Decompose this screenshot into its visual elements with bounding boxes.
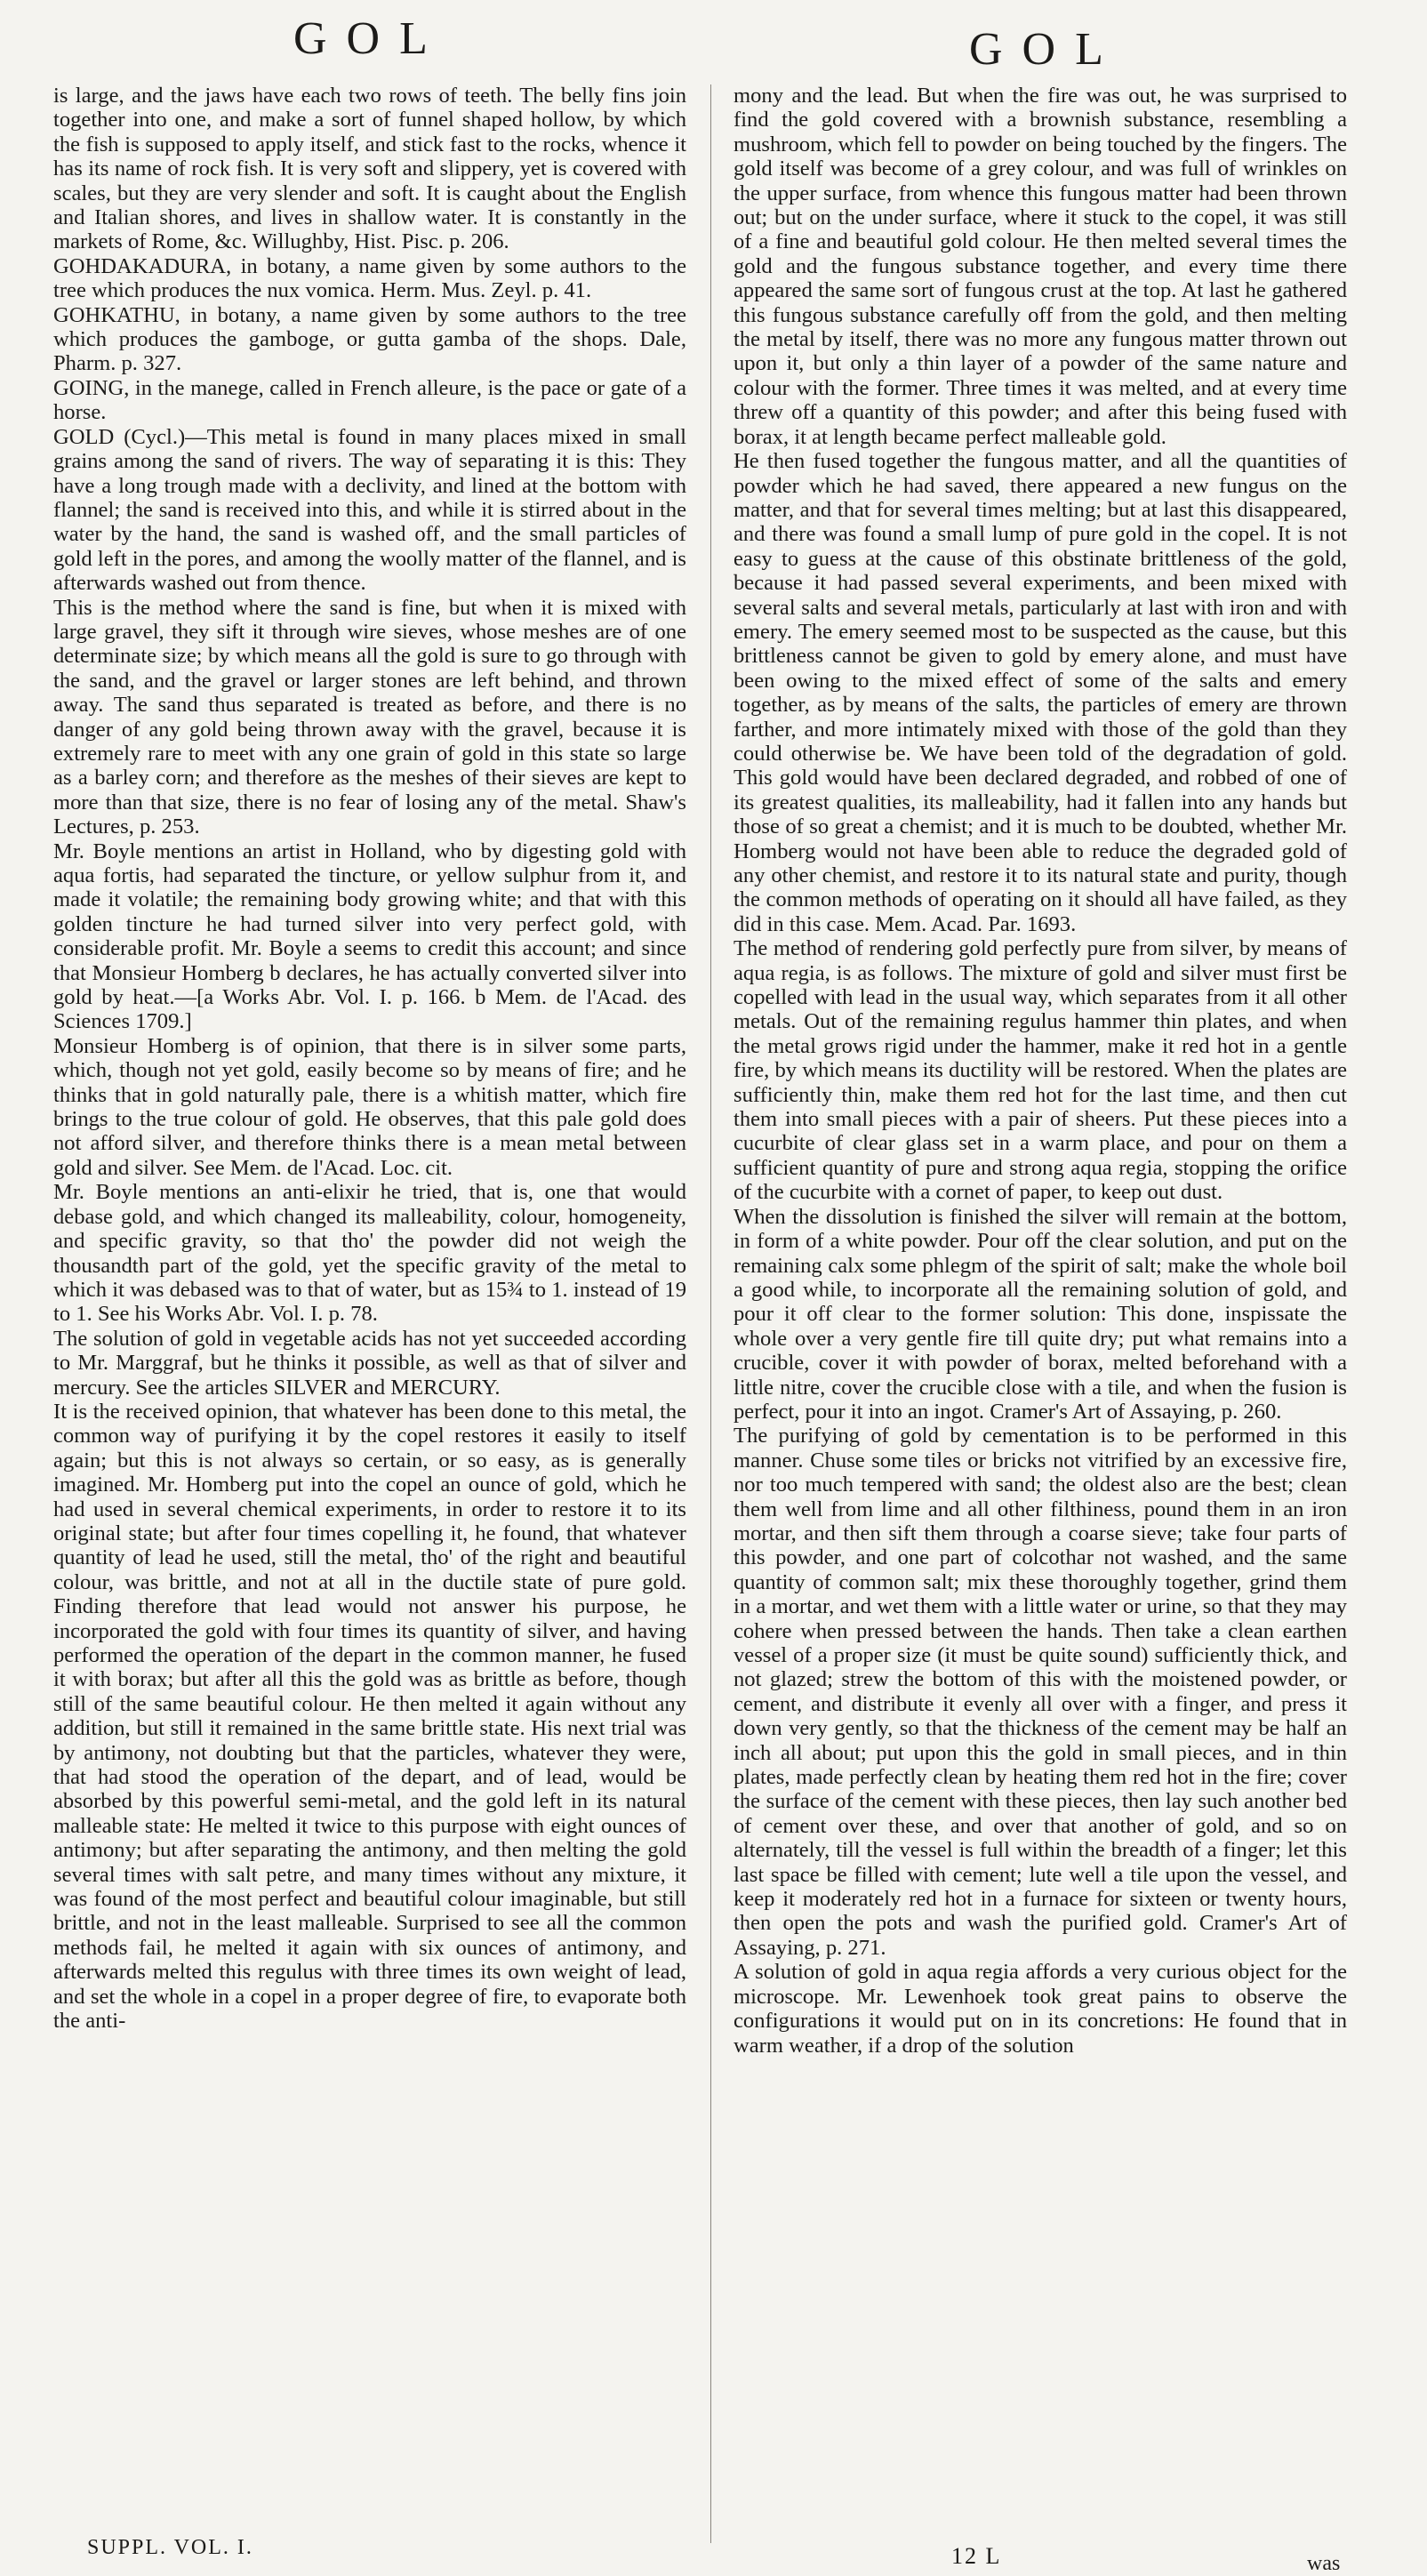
running-head-left: GOL [293, 13, 447, 64]
paragraph-dissolution: When the dissolution is finished the silver will remain at the bottom, in form of a white powder. Pour off the clear solution, and put on the remaining calx some phlegm of the spirit of salt; make the whole boil a good while, to incorporate all the remaining solution of gold, and pour it off clear to the former solution: This done, inspissate the whole over a very gentle fire till quite dry; put what remains into a crucible, cover it with powder of borax, melted beforehand with a little nitre, cover the crucible close with a tile, and when the fusion is perfect, pour it into an ingot. Cramer's Art of Assaying, p. 260. [734, 1204, 1347, 1424]
entry-gold: GOLD (Cycl.)—This metal is found in many places mixed in small grains among the sand of rivers. The way of separating it is this: They have a long trough made with a declivity, and lined at the bottom with flannel; the sand is received into this, and while it is stirred about in the water by the hand, the sand is washed off, and the small particles of gold left in the pores, and among the woolly matter of the flannel, and is afterwards washed out from thence. [53, 424, 686, 596]
entry-gohkathu: GOHKATHU, in botany, a name given by some authors to the tree which produces the gamboge, or gutta gamba of the shops. Dale, Pharm. p. 327. [53, 302, 686, 376]
paragraph-boyle-artist: Mr. Boyle mentions an artist in Holland, who by digesting gold with aqua fortis, had separated the tincture, or yellow sulphur from it, and made it volatile; the remaining body growing white; and that with this golden tincture he had turned silver into very perfect gold, with considerable profit. Mr. Boyle a seems to credit this account; and since that Monsieur Homberg b declares, he has actually converted silver into gold by heat.—[a Works Abr. Vol. I. p. 166. b Mem. de l'Acad. des Sciences 1709.] [53, 839, 686, 1034]
running-head-right: GOL [969, 24, 1123, 75]
paragraph-gravel-method: This is the method where the sand is fine, but when it is mixed with large gravel, they sift it through wire sieves, whose meshes are of one determinate size; by which means all the gold is sure to go through with the sand, and the gravel or larger stones are left behind, and thrown away. The sand thus separated is treated as before, and there is no danger of any gold being thrown away with the gravel, because it is extremely rare to meet with any one grain of gold in this state so large as a barley corn; and therefore as the meshes of their sieves are kept to more than that size, there is no fear of losing any of the metal. Shaw's Lectures, p. 253. [53, 595, 686, 839]
paragraph-microscope: A solution of gold in aqua regia affords a very curious object for the microscope. Mr. Lewenhoek took great pains to observe the configurations it would put on in its concretions: He found that in warm weather, if a drop of the solution [734, 1960, 1347, 2058]
paragraph-vegetable-acids: The solution of gold in vegetable acids has not yet succeeded according to Mr. Marggraf, but he thinks it possible, as well as that of silver and mercury. See the articles SILVER and MERCURY. [53, 1326, 686, 1400]
entry-going: GOING, in the manege, called in French alleure, is the pace or gate of a horse. [53, 375, 686, 425]
catchword: was [1307, 2552, 1341, 2575]
signature-mark: 12 L [951, 2543, 1002, 2569]
paragraph-fungous-crust: mony and the lead. But when the fire was out, he was surprised to find the gold covered with a brownish substance, resembling a mushroom, which fell to powder on being touched by the fingers. The gold itself was become of a grey colour, and was full of wrinkles on the upper surface, from whence this fungous matter had been thrown out; but on the under surface, where it stuck to the copel, it was still of a fine and beautiful gold colour. He then melted several times the gold and the fungous substance together, and every time there appeared the same sort of fungous crust at the top. At last he gathered this fungous substance carefully off from the gold, and then melting the metal by itself, there was no more any fungous matter thrown out upon it, but only a thin layer of a powder of the same nature and colour with the former. Three times it was melted, and at every time threw off a quantity of this powder; and after this being fused with borax, it at length became perfect malleable gold. [734, 84, 1347, 449]
paragraph-anti-elixir: Mr. Boyle mentions an anti-elixir he tried, that is, one that would debase gold, and which changed its malleability, colour, homogeneity, and specific gravity, so that tho' the powder did not weigh the thousandth part of the gold, yet the specific gravity of the metal to which it was debased was to that of water, but as 15¾ to 1. instead of 19 to 1. See his Works Abr. Vol. I. p. 78. [53, 1180, 686, 1327]
entry-gohdakadura: GOHDAKADURA, in botany, a name given by some authors to the tree which produces the nux vomica. Herm. Mus. Zeyl. p. 41. [53, 253, 686, 303]
paragraph-homberg-opinion: Monsieur Homberg is of opinion, that there is in silver some parts, which, though not yet gold, easily become so by means of fire; and he thinks that in gold naturally pale, there is a whitish matter, which fire brings to the true colour of gold. He observes, that this pale gold does not afford silver, and therefore thinks there is a mean metal between gold and silver. See Mem. de l'Acad. Loc. cit. [53, 1033, 686, 1180]
paragraph-aqua-regia-method: The method of rendering gold perfectly pure from silver, by means of aqua regia, is as follows. The mixture of gold and silver must first be copelled with lead in the usual way, which separates from it all other metals. Out of the remaining regulus hammer thin plates, and when the metal grows rigid under the hammer, make it red hot in a gentle fire, by which means its ductility will be restored. When the plates are sufficiently thin, make them red hot for the last time, and then cut them into small pieces with a pair of sheers. Put these pieces into a cucurbite of clear glass set in a warm place, and pour on them a sufficient quantity of pure and strong aqua regia, stopping the orifice of the cucurbite with a cornet of paper, to keep out dust. [734, 936, 1347, 1205]
left-column [53, 84, 686, 2034]
column-divider [710, 84, 711, 2543]
signature-left: SUPPL. VOL. I. [87, 2536, 253, 2559]
paragraph-cementation: The purifying of gold by cementation is to be performed in this manner. Chuse some tiles or bricks not vitrified by an excessive fire, nor too much tempered with sand; the oldest also are the best; clean them well from lime and all other filthiness, pound them in an iron mortar, and then sift them through a coarse sieve; take four parts of this powder, and one part of colcothar not washed, and the same quantity of common salt; mix these thoroughly together, grind them in a mortar, and wet them with a little water or urine, so that they may cohere when pressed between the hands. Then take a clean earthen vessel of a proper size (it must be quite sound) sufficiently thick, and not glazed; strew the bottom of this with the moistened powder, or cement, and distribute it evenly all over with a finger, and press it down very gently, so that the thickness of the cement may be half an inch all about; put upon this the gold in small pieces, and in thin plates, made perfectly clean by heating them red hot in the fire; cover the surface of the cement with these pieces, then lay such another bed of cement over these, and over that another of gold, and so on alternately, till the vessel is full within the breadth of a finger; let this last space be filled with cement; lute well a tile upon the vessel, and keep it moderately red hot in a furnace for sixteen or twenty hours, then open the pots and wash the purified gold. Cramer's Art of Assaying, p. 271. [734, 1424, 1347, 1960]
paragraph-brittleness: He then fused together the fungous matter, and all the quantities of powder which he had saved, there appeared a new fungus on the matter, and that for several times melting; but at last this disappeared, and there was found a small lump of pure gold in the copel. It is not easy to guess at the cause of this obstinate brittleness of the gold, because it had passed several experiments, and been mixed with several salts and several metals, particularly at last with iron and with emery. The emery seemed most to be suspected as the cause, but this brittleness cannot be given to gold by emery alone, and must have been owing to the mixed effect of some of the salts and emery together, as by means of the salts, the particles of emery are thrown farther, and more intimately mixed with those of the gold than they could otherwise be. We have been told of the degradation of gold. This gold would have been declared degraded, and robbed of one of its greatest qualities, its malleability, had it fallen into any hands but those of so great a chemist; and it is much to be doubted, whether Mr. Homberg would not have been able to reduce the degraded gold of any other chemist, and restore it to its natural state and purity, though the common methods of operating on it should all have failed, as they did in this case. Mem. Acad. Par. 1693. [734, 449, 1347, 936]
right-column [734, 84, 1347, 2058]
paragraph-rock-fish: is large, and the jaws have each two rows of teeth. The belly fins join together into one, and make a sort of funnel shaped hollow, by which the fish is supposed to apply itself, and stick fast to the rocks, whence it has its name of rock fish. It is very soft and slippery, yet is covered with scales, but they are very slender and soft. It is caught about the English and Italian shores, and lives in shallow water. It is constantly in the markets of Rome, &c. Willughby, Hist. Pisc. p. 206. [53, 84, 686, 254]
paragraph-copel-purifying: It is the received opinion, that whatever has been done to this metal, the common way of purifying it by the copel restores it easily to itself again; but this is not always so certain, or so easy, as is generally imagined. Mr. Homberg put into the copel an ounce of gold, which he had used in several chemical experiments, in order to restore it to its original state; but after four times copelling it, he found, that whatever quantity of lead he used, still the metal, tho' of the right and beautiful colour, was brittle, and not at all in the ductile state of pure gold. Finding therefore that lead would not answer his purpose, he incorporated the gold with four times its quantity of silver, and having performed the operation of the depart in the common manner, he fused it with borax; but after all this the gold was as brittle as before, though still of the same beautiful colour. He then melted it again without any addition, but still it remained in the same brittle state. His next trial was by antimony, not doubting but that the particles, whatever they were, that had stood the operation of the depart, and of lead, would be absorbed by this powerful semi-metal, and the gold left in its natural malleable state: He melted it twice to this purpose with eight ounces of antimony; but after separating the antimony, and then melting the gold several times with salt petre, and many times without any mixture, it was found of the most perfect and beautiful colour imaginable, but still brittle, and not in the least malleable. Surprised to see all the common methods fail, he melted it again with six ounces of antimony, and afterwards melted this regulus with three times its own weight of lead, and set the whole in a copel in a proper degree of fire, to evaporate both the anti- [53, 1399, 686, 2034]
